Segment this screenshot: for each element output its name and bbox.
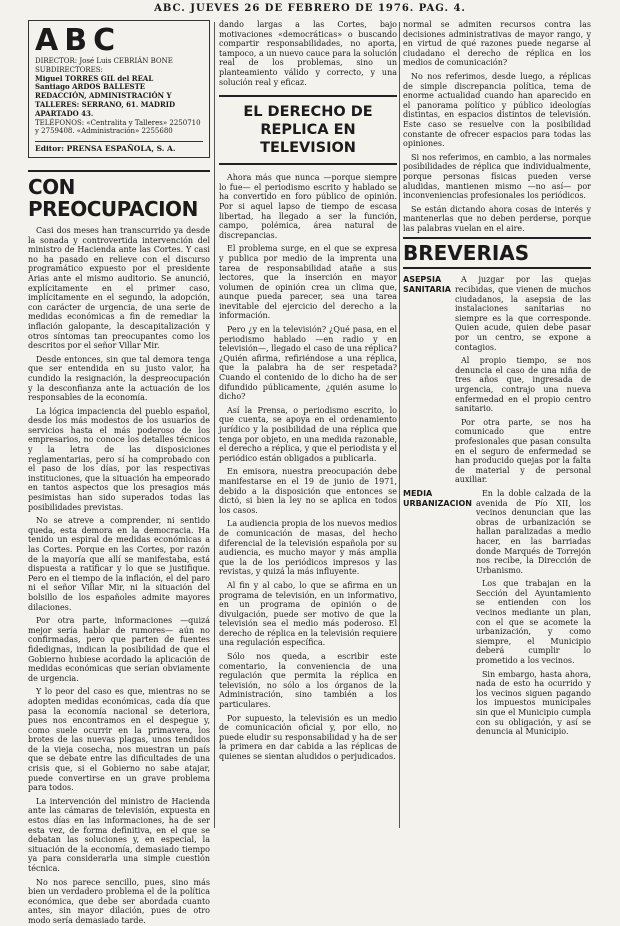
brief-label: ASEPSIA SANITARIA: [403, 275, 451, 295]
article3-intro: Se están dictando ahora cosas de interés y mantenerlas que no deben perderse, porque las palabras vuelan en el aire.: [403, 204, 591, 233]
page-header: ABC. JUEVES 26 DE FEBRERO DE 1976. PAG. 4.: [154, 3, 466, 14]
article2-paragraph: En emisora, nuestra preocupación debe manifestarse en el 19 de junio de 1971, debido a la disposición que entonces se dictó, si bien la ley no se aplica en todos los casos.: [219, 467, 397, 515]
brief-paragraph: Por otra parte, se nos ha comunicado que entre profesionales que pasan consulta en el seguro de enfermedad se han producido quejas por la falta de material y de personal auxiliar.: [454, 417, 591, 485]
article2-intro: dando largas a las Cortes, bajo motivaciones «democráticas» o buscando compartir responsabilidades, no aporta, tampoco, a un nuevo cauce para la solución real de los problemas, sino un planteamiento válido y correcto, y una solución real y eficaz.: [219, 20, 397, 87]
masthead-box: [28, 20, 210, 158]
article1-paragraph: La lógica impaciencia del pueblo español, desde los más modestos de los usuarios de servicios hasta el más poderoso de los empresarios, no conoce los detalles técnicos y la letra de las disposiciones reglamentarias, pero sí ha comprobado con el paso de los días, por las respectivas instituciones, que la situación ha empeorado en tantos aspectos que los presagios más pesimistas han sido superados todas las posibilidades previstas.: [28, 406, 210, 512]
article3-intro: No nos referimos, desde luego, a réplicas de simple discrepancia política, tema de enorme actualidad cuando han aparecido en el panorama político y público ideologías distintas, en espacios distintos de televisión. Este caso se resuelve con la posibilidad constante de ofrecer espacios para todas las opiniones.: [403, 71, 591, 149]
column-divider: [399, 22, 400, 828]
article1-paragraph: No se atreve a comprender, ni sentido queda, esta demora en la democracia. Ha tenido un espiral de medidas económicas a las Cortes. Porque en las Cortes, por razón de la mayoría que allí se manifestaba, está dispuesta a ratificar y lo que se justifique. Pero en el tiempo de la inflación, el del paro ni el señor Villar Mir, ni la situación del bolsillo de los españoles admite mayores dilaciones.: [28, 516, 210, 612]
article1-paragraph: Por otra parte, informaciones —quizá mejor sería hablar de rumores— aún no confirmadas, pero que parten de fuentes fidedignas, indican la posibilidad de que el Gobierno hubiese acordado la aplicación de medidas económicas que serían obviamente de urgencia.: [28, 616, 210, 683]
brief-asepsia: [403, 275, 591, 488]
brief-paragraph: A juzgar por las quejas recibidas, que vienen de muchos ciudadanos, la asepsia de las instalaciones sanitarias no siempre es la que corresponde. Quien acude, quien debe pasar por un centro, se expone a contagios.: [454, 275, 591, 352]
article2-paragraph: Así la Prensa, o periodismo escrito, lo que cuenta, se apoya en el ordenamiento jurídico y la posibilidad de una réplica que tenga por objeto, en una medida razonable, el derecho a réplica, y que el periodista y el periódico están obligados a publicarla.: [219, 405, 397, 463]
newspaper-logo: ABC: [35, 23, 122, 58]
masthead-line: SUBDIRECTORES:: [35, 65, 103, 74]
article2-paragraph: La audiencia propia de los nuevos medios de comunicación de masas, del hecho diferencial de la televisión española por su audiencia, es mucho mayor y más amplia que la de los periódicos impresos y las revistas, y quizá la más influyente.: [219, 519, 397, 577]
column-right: [403, 20, 591, 832]
article1-headline: CON PREOCUPACION: [28, 170, 210, 220]
masthead-line: DIRECTOR: José Luis CEBRIÁN BONE: [35, 57, 173, 65]
column-middle: [219, 20, 397, 832]
masthead-line: Miguel TORRES GIL del REAL: [35, 73, 154, 83]
column-divider: [214, 22, 215, 828]
masthead-line: APARTADO 43.: [35, 108, 94, 118]
masthead-line: Santiago ARDOS BALLESTE: [35, 82, 146, 92]
article2-paragraph: Ahora más que nunca —porque siempre lo fue— el periodismo escrito y hablado se ha convertido en foro público de opinión. Por si aquel lapso de tiempo de escasa libertad, ha llegado a ser la función, campo, polémica, área natural de discrepancias.: [219, 173, 397, 240]
masthead-line: REDACCIÓN, ADMINISTRACIÓN Y TALLERES: SERRANO, 61. MADRID: [35, 91, 176, 109]
article2-paragraph: Al fin y al cabo, lo que se afirma en un programa de televisión, en un informativo, en un programa de opinión o de divulgación, puede ser motivo de que la televisión sea el medio más poderoso. El derecho de réplica en la televisión requiere una regulación específica.: [219, 580, 397, 648]
column-left: [28, 20, 210, 925]
brief-text: [455, 275, 591, 488]
breverias-title: BREVERIAS: [403, 237, 591, 269]
article2-paragraph: El problema surge, en el que se expresa y publica por medio de la imprenta una tarea de responsabilidad atañe a sus lectores, que la inserción en mayor volumen de opinión crea un clima que, aunque pueda parecer, sea una tarea inevitable del ejercicio del derecho a la información.: [219, 244, 397, 321]
brief-text: [476, 489, 591, 741]
article3-intro: Si nos referimos, en cambio, a las normales posibilidades de réplica que individualmente, porque personas físicas pueden verse aludidas, mantienen mismo —no así— por inconveniencias profesionales los periódicos.: [403, 152, 591, 201]
masthead-editor: Editor: PRENSA ESPAÑOLA, S. A.: [35, 141, 203, 153]
brief-paragraph: Los que trabajan en la Sección del Ayuntamiento se entienden con los vecinos mediante un plan, con el que se acomete la urbanización, y como siempre, el Municipio deberá cumplir lo prometido a los vecinos.: [475, 579, 591, 666]
article1-paragraph: La intervención del ministro de Hacienda ante las cámaras de televisión, expuesta en estos días en las informaciones, ha de ser esta vez, de forma definitiva, en el que se debatan las soluciones y, en especial, la situación de la economía, demasiado tiempo ya para considerarla una simple cuestión técnica.: [28, 796, 210, 873]
brief-paragraph: En la doble calzada de la avenida de Pío XII, los vecinos denuncian que las obras de urbanización se hallan paralizadas a medio hacer, en las barriadas donde Marqués de Torrejón nos recibe, la Dirección de Urbanismo.: [475, 488, 591, 575]
masthead-line: TELÉFONOS: «Centralita y Talleres» 2250710 y 2759408. «Administración» 2255680: [35, 118, 201, 136]
brief-paragraph: Sin embargo, hasta ahora, nada de esto ha ocurrido y los vecinos siguen pagando los impuestos municipales sin que el Municipio cumpla con su obligación, y así se denuncia al Municipio.: [475, 669, 591, 737]
article1-paragraph: Casi dos meses han transcurrido ya desde la sonada y controvertida intervención del ministro de Hacienda ante las Cortes. Y casi no ha pasado en relieve con el discurso programático expuesto por el presidente Arias ante el mismo auditorio. Se anunció, explícitamente en el primer caso, implícitamente en el segundo, la adopción, con carácter de urgencia, de una serie de medidas económicas a fin de remediar la inflación galopante, la descapitalización y otros síntomas tan preocupantes como los descritos por el señor Villar Mir.: [28, 226, 210, 351]
article2-headline: EL DERECHO DE REPLICA EN TELEVISION: [219, 95, 397, 165]
article2-paragraph: Pero ¿y en la televisión? ¿Qué pasa, en el periodismo hablado —en radio y en televisión—, llegado el caso de una réplica? ¿Quién afirma, refiriéndose a una réplica, que la palabra ha de ser respetada? Cuando el contenido de lo dicho ha de ser difundido públicamente, ¿quién asume lo dicho?: [219, 325, 397, 402]
article1-paragraph: No nos parece sencillo, pues, sino más bien un verdadero problema el de la política económica, que debe ser abordada cuanto antes, sin mayor dilación, pues de otro modo sería demasiado tarde.: [28, 877, 210, 925]
article1-paragraph: Desde entonces, sin que tal demora tenga que ser entendida en su justo valor, ha cundido la resignación, la despreocupación y la desconfianza ante la actuación de los responsables de la economía.: [28, 354, 210, 403]
article1-paragraph: Y lo peor del caso es que, mientras no se adopten medidas económicas, cada día que pasa la economía nacional se deteriora, pues nos encontramos en el despegue y, como suele ocurrir en la primavera, los brotes de las nuevas plagas, unos tendidos de la vieja cosecha, nos muestran un país que se debate entre las dificultades de una crisis que, si el Gobierno no sabe atajar, puede convertirse en un grave problema para todos.: [28, 687, 210, 793]
article2-paragraph: Por supuesto, la televisión es un medio de comunicación oficial y, por ello, no puede eludir su responsabilidad y ha de ser la primera en dar cabida a las réplicas de quienes se sientan aludidos o perjudicados.: [219, 713, 397, 761]
article3-intro: normal se admiten recursos contra las decisiones administrativas de mayor rango, y en virtud de qué razones puede negarse al ciudadano el derecho de réplica en los medios de comunicación?: [403, 20, 591, 68]
brief-label: MEDIA URBANIZACION: [403, 488, 472, 508]
brief-urbanizacion: [403, 489, 591, 741]
brief-paragraph: Al propio tiempo, se nos denuncia el caso de una niña de tres años que, ingresada de urgencia, contrajo una nueva enfermedad en el propio centro sanitario.: [454, 356, 591, 414]
article2-paragraph: Sólo nos queda, a escribir este comentario, la conveniencia de una regulación que permita la réplica en televisión, no sólo a los órganos de la Administración, sino también a los particulares.: [219, 652, 397, 710]
